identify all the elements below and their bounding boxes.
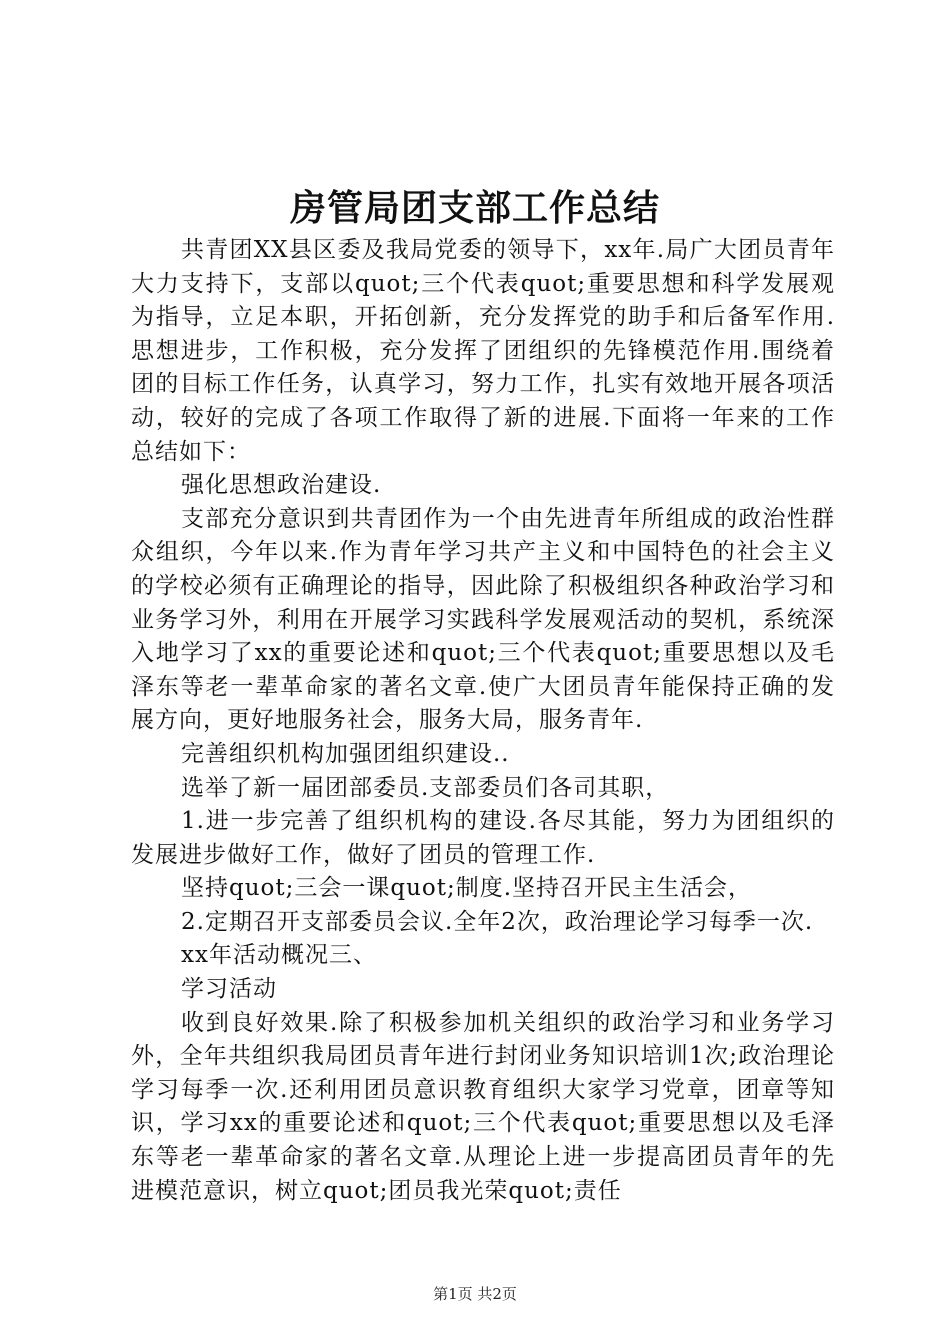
paragraph: 支部充分意识到共青团作为一个由先进青年所组成的政治性群众组织，今年以来.作为青年学习共产主义和中国特色的社会主义的学校必须有正确理论的指导，因此除了积极组织各种政治学习和业务学习外，利用在开展学习实践科学发展观活动的契机，系统深入地学习了xx的重要论述和quot;三个代表quot;重要思想以及毛泽东等老一辈革命家的著名文章.使广大团员青年能保持正确的发展方向，更好地服务社会，服务大局，服务青年. (131, 505, 835, 734)
page-title: 房管局团支部工作总结 (289, 187, 660, 229)
paragraph: 强化思想政治建设. (181, 472, 382, 499)
paragraph: 选举了新一届团部委员.支部委员们各司其职， (181, 774, 670, 801)
paragraph: 学习活动 (181, 976, 277, 1003)
paragraph: 完善组织机构加强团组织建设.. (181, 740, 510, 767)
paragraph: 坚持quot;三会一课quot;制度.坚持召开民主生活会， (181, 875, 753, 902)
paragraph: 收到良好效果.除了积极参加机关组织的政治学习和业务学习外，全年共组织我局团员青年进行封闭业务知识培训1次;政治理论学习每季一次.还利用团员意识教育组织大家学习党章，团章等知识，学习xx的重要论述和quot;三个代表quot;重要思想以及毛泽东等老一辈革命家的著名文章.从理论上进一步提高团员青年的先进模范意识，树立quot;团员我光荣quot;责任 (131, 1009, 835, 1204)
paragraph: xx年活动概况三、 (181, 942, 377, 969)
document-body (131, 234, 835, 1208)
paragraph: 共青团XX县区委及我局党委的领导下，xx年.局广大团员青年大力支持下，支部以quot;三个代表quot;重要思想和科学发展观为指导，立足本职，开拓创新，充分发挥党的助手和后备军作用.思想进步，工作积极，充分发挥了团组织的先锋模范作用.围绕着团的目标工作任务，认真学习，努力工作，扎实有效地开展各项活动，较好的完成了各项工作取得了新的进展.下面将一年来的工作总结如下： (131, 237, 835, 465)
paragraph: 2.定期召开支部委员会议.全年2次，政治理论学习每季一次. (181, 908, 814, 935)
paragraph: 1.进一步完善了组织机构的建设.各尽其能，努力为团组织的发展进步做好工作，做好了团员的管理工作. (131, 808, 835, 868)
page-footer: 第1页 共2页 (433, 1285, 517, 1303)
